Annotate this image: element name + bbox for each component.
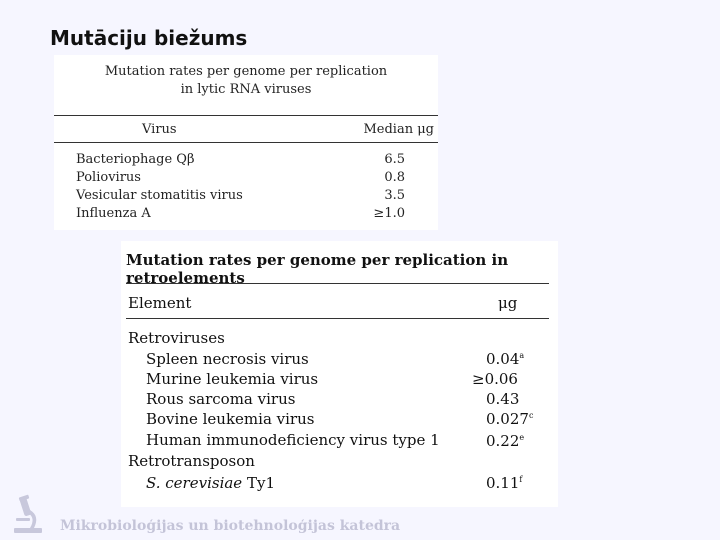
table2-row-name: Human immunodeficiency virus type 1	[146, 431, 440, 449]
footnote-mark: f	[519, 475, 523, 484]
table1-row-name: Poliovirus	[76, 170, 141, 185]
table1-rule-mid	[54, 142, 438, 143]
footnote-mark: e	[519, 433, 525, 442]
table1-row-name: Vesicular stomatitis virus	[76, 188, 243, 203]
table2-caption: Mutation rates per genome per replication in retroelements	[126, 251, 509, 287]
table2-row-value: 0.11$^f$	[486, 474, 523, 492]
table2-row-value: 0.027$^c$	[486, 410, 534, 428]
retroelement-table	[121, 241, 558, 507]
table1-row-value: 3.5	[384, 188, 405, 203]
table2-row-name: Spleen necrosis virus	[146, 350, 309, 368]
table1-row-name: Bacteriophage Qβ	[76, 152, 195, 167]
table1-col-median: Median μg	[363, 122, 434, 137]
table1-row-name: Influenza A	[76, 206, 151, 221]
footnote-mark: a	[519, 351, 525, 360]
table1-row-value: ≥1.0	[373, 206, 405, 221]
table2-rule-mid	[126, 318, 549, 319]
microscope-icon	[8, 494, 48, 534]
table2-col-element: Element	[128, 294, 192, 312]
table1-rule-top	[54, 115, 438, 116]
table2-row-value: 0.04$^a$	[486, 350, 525, 368]
table1-caption-line2: in lytic RNA viruses	[180, 82, 312, 97]
table2-row-value: ≥0.06	[472, 370, 518, 388]
table1-caption-line1: Mutation rates per genome per replication	[104, 64, 388, 79]
table2-row-name: S. cerevisiae Ty1	[146, 474, 275, 492]
table2-row-name: Bovine leukemia virus	[146, 410, 315, 428]
table1-col-virus: Virus	[142, 122, 177, 137]
table2-row-name: Murine leukemia virus	[146, 370, 319, 388]
lytic-rna-virus-table	[54, 55, 438, 230]
table2-row-value: 0.22e	[486, 432, 525, 450]
table2-group-retroviruses: Retroviruses	[128, 329, 225, 347]
table2-row-name: Rous sarcoma virus	[146, 390, 296, 408]
table1-row-value: 6.5	[384, 152, 405, 167]
slide-title: Mutāciju biežums	[50, 26, 248, 50]
table2-group-retrotransposon: Retrotransposon	[128, 452, 255, 470]
footer-department-name: Mikrobioloģijas un biotehnoloģijas katedra	[60, 518, 401, 534]
footer	[8, 494, 408, 534]
table2-col-mu: μg	[498, 294, 518, 312]
table1-row-value: 0.8	[384, 170, 405, 185]
table2-rule-top	[126, 283, 549, 284]
footnote-mark: c	[528, 411, 534, 420]
table2-row-value: 0.43	[486, 390, 520, 408]
